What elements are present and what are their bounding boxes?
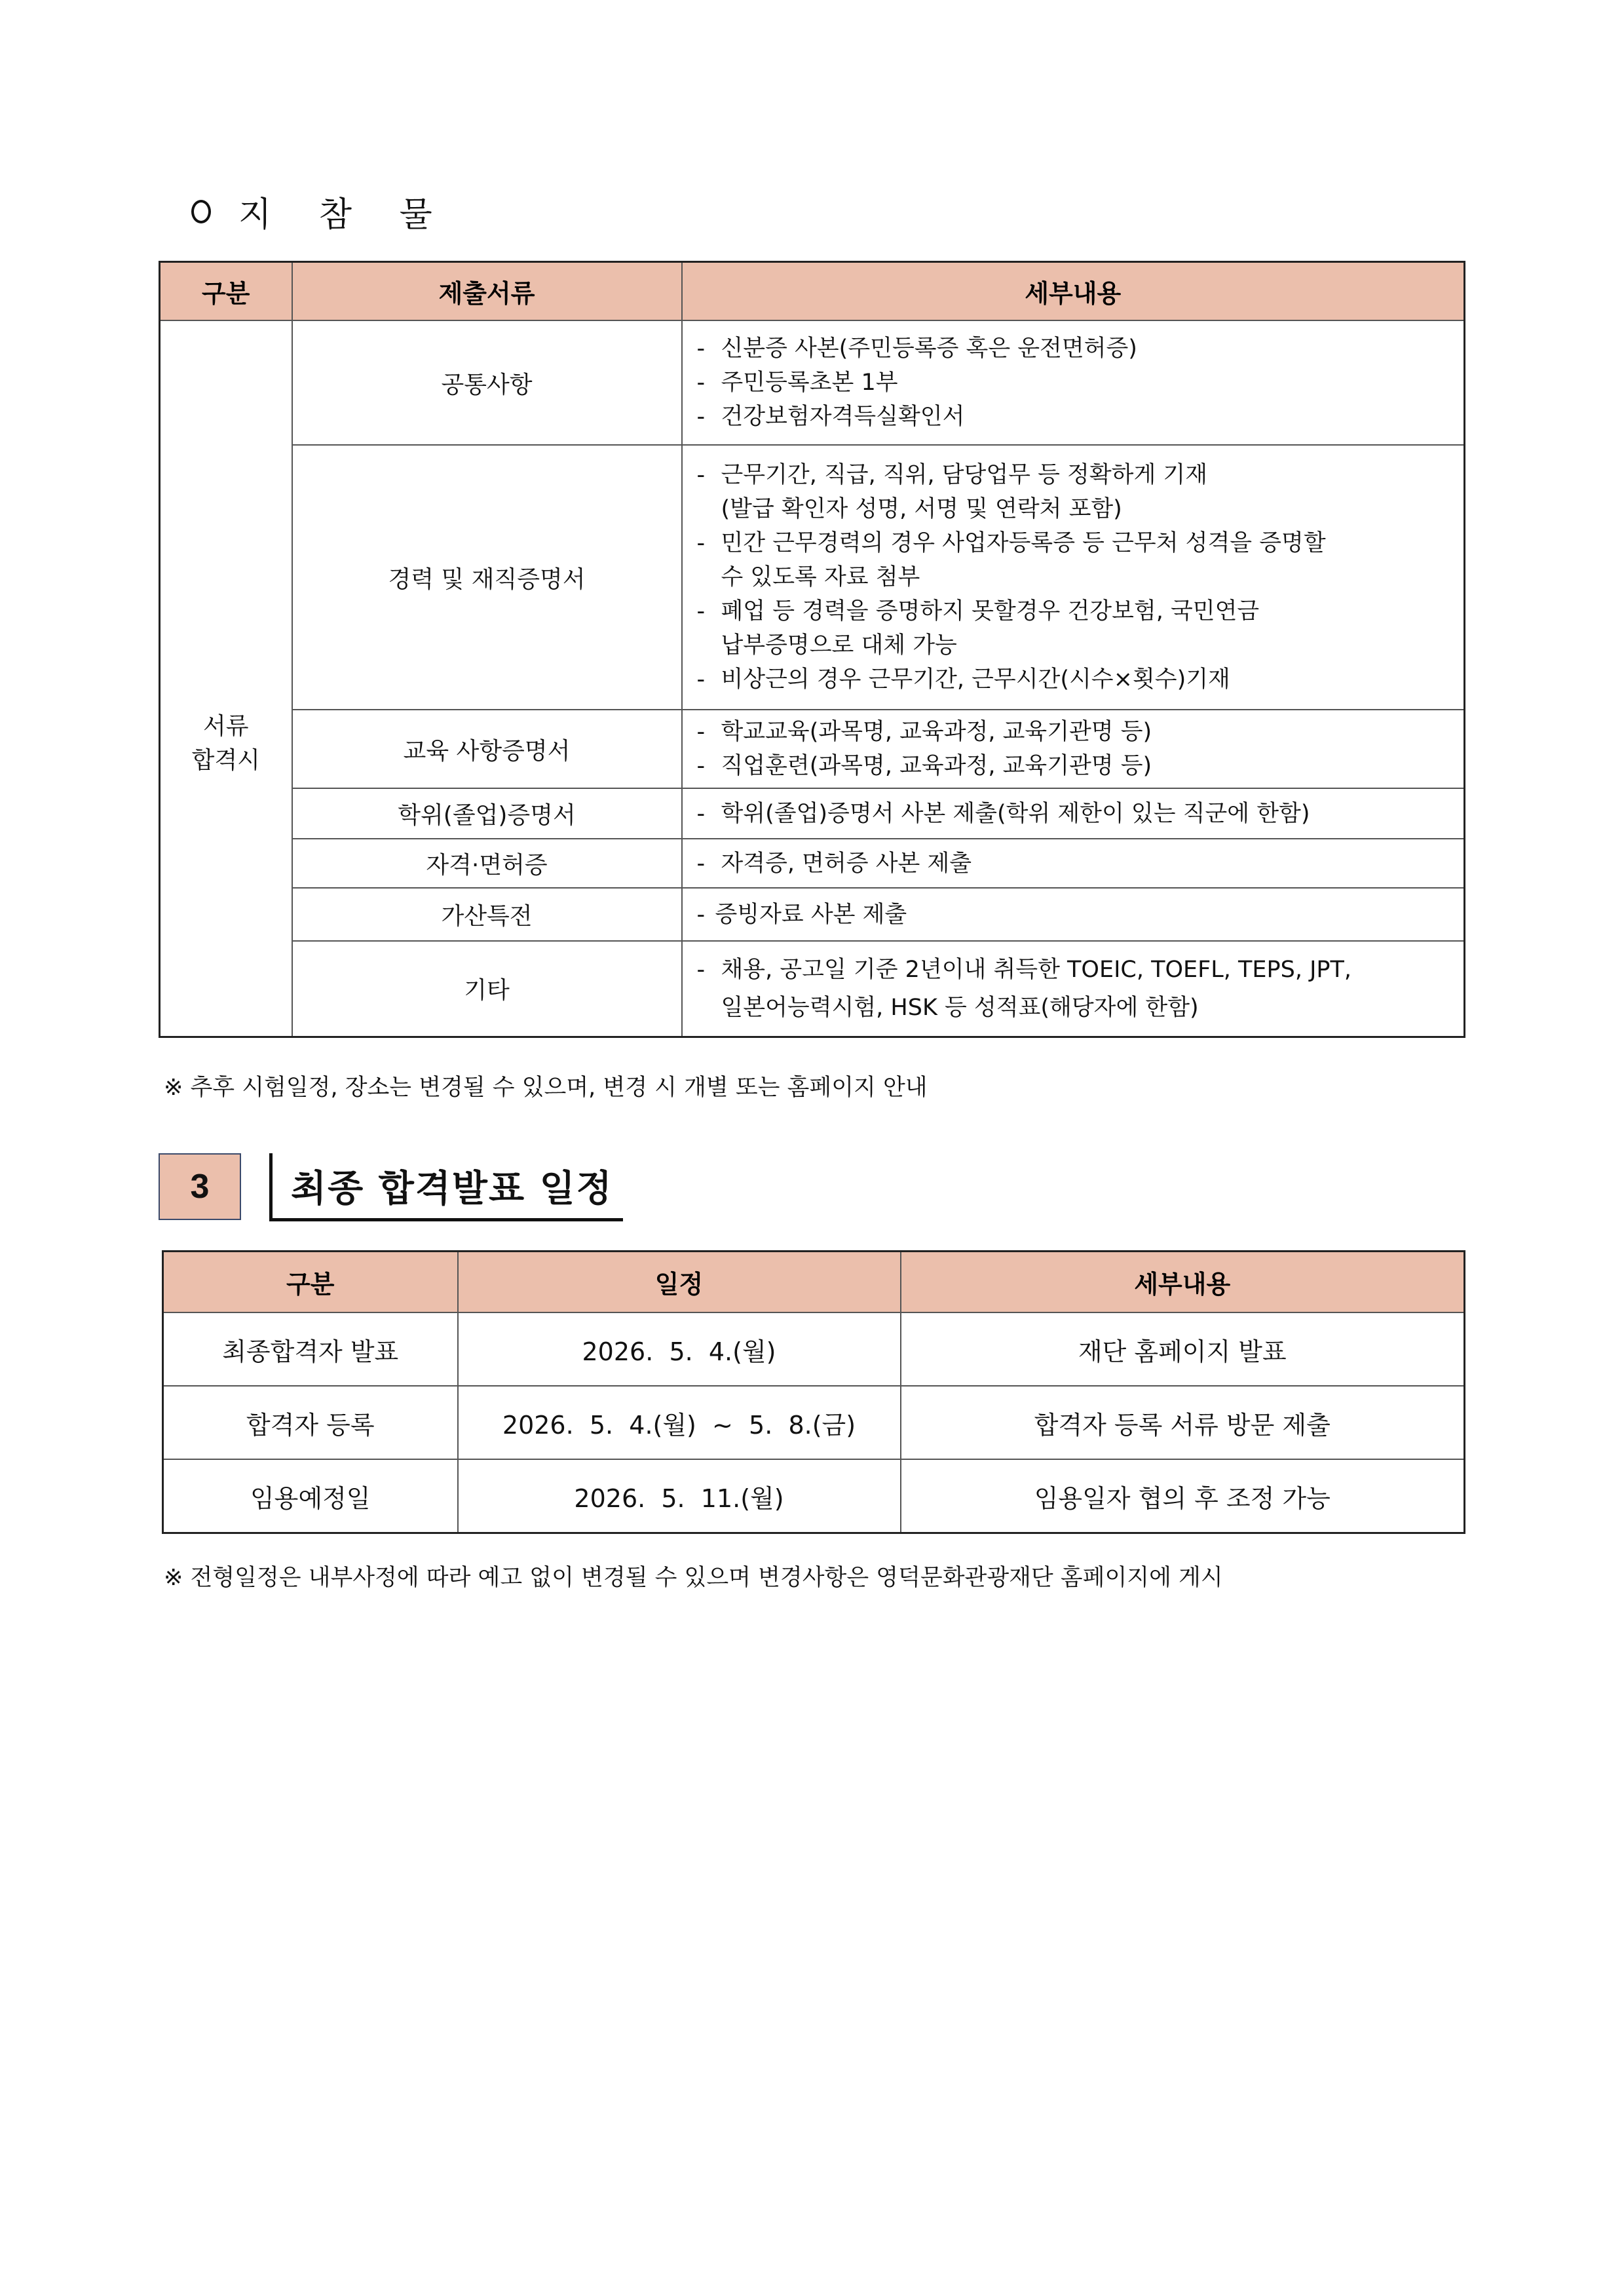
document-cell: 학위(졸업)증명서 bbox=[292, 788, 682, 839]
table-row bbox=[160, 710, 1465, 788]
section-title bbox=[191, 187, 451, 236]
date-cell: 2026. 5. 11.(월) bbox=[458, 1459, 901, 1533]
detail-line: - 근무기간, 직급, 직위, 담당업무 등 정확하게 기재 bbox=[696, 462, 1208, 488]
detail-line: - 학교교육(과목명, 교육과정, 교육기관명 등) bbox=[696, 719, 1152, 745]
header-details: 세부내용 bbox=[901, 1252, 1465, 1313]
document-cell: 교육 사항증명서 bbox=[292, 710, 682, 788]
table-row bbox=[160, 888, 1465, 941]
document-cell: 경력 및 재직증명서 bbox=[292, 445, 682, 710]
table-row bbox=[160, 445, 1465, 710]
detail-line: - 채용, 공고일 기준 2년이내 취득한 TOEIC, TOEFL, TEPS, JPT, bbox=[696, 956, 1352, 983]
detail-cell bbox=[682, 445, 1465, 710]
date-cell: 2026. 5. 4.(월) ~ 5. 8.(금) bbox=[458, 1386, 901, 1459]
table-row bbox=[160, 839, 1465, 888]
date-cell: 2026. 5. 4.(월) bbox=[458, 1312, 901, 1386]
schedule-note: ※ 전형일정은 내부사정에 따라 예고 없이 변경될 수 있으며 변경사항은 영덕문화관광재단 홈페이지에 게시 bbox=[164, 1565, 1223, 1591]
header-document: 제출서류 bbox=[292, 262, 682, 321]
detail-cell bbox=[682, 839, 1465, 888]
table-row bbox=[163, 1386, 1465, 1459]
table-row bbox=[160, 788, 1465, 839]
detail-line: - 신분증 사본(주민등록증 혹은 운전면허증) bbox=[696, 335, 1137, 362]
detail-line: - 주민등록초본 1부 bbox=[696, 370, 898, 396]
header-date: 일정 bbox=[458, 1252, 901, 1313]
document-cell: 자격·면허증 bbox=[292, 839, 682, 888]
category-cell: 합격자 등록 bbox=[163, 1386, 458, 1459]
header-category: 구분 bbox=[163, 1252, 458, 1313]
schedule-table-header-row bbox=[163, 1252, 1465, 1313]
detail-line: - 폐업 등 경력을 증명하지 못할경우 건강보험, 국민연금 bbox=[696, 598, 1260, 624]
detail-cell bbox=[682, 788, 1465, 839]
group-label-line: 합격시 bbox=[191, 747, 260, 775]
documents-table bbox=[159, 261, 1465, 1038]
document-cell: 공통사항 bbox=[292, 320, 682, 445]
detail-cell bbox=[682, 320, 1465, 445]
detail-cell: 합격자 등록 서류 방문 제출 bbox=[901, 1386, 1465, 1459]
document-cell: 기타 bbox=[292, 941, 682, 1037]
circle-bullet-icon bbox=[191, 200, 211, 223]
table-row bbox=[163, 1459, 1465, 1533]
category-cell: 임용예정일 bbox=[163, 1459, 458, 1533]
detail-line: - 직업훈련(과목명, 교육과정, 교육기관명 등) bbox=[696, 753, 1152, 779]
table-row bbox=[160, 320, 1465, 445]
detail-line: 수 있도록 자료 첨부 bbox=[721, 564, 920, 590]
section-title-text: 지 참 물 bbox=[238, 195, 451, 235]
detail-cell bbox=[682, 710, 1465, 788]
detail-line: 납부증명으로 대체 가능 bbox=[721, 632, 957, 659]
group-label-cell bbox=[160, 320, 292, 1037]
detail-cell bbox=[682, 941, 1465, 1037]
detail-line: 일본어능력시험, HSK 등 성적표(해당자에 한함) bbox=[721, 994, 1199, 1021]
detail-line: - 건강보험자격득실확인서 bbox=[696, 404, 965, 430]
section-number-badge: 3 bbox=[159, 1153, 241, 1220]
document-cell: 가산특전 bbox=[292, 888, 682, 941]
documents-table-header-row bbox=[160, 262, 1465, 321]
detail-cell: 재단 홈페이지 발표 bbox=[901, 1312, 1465, 1386]
group-label-line: 서류 bbox=[202, 713, 249, 740]
header-details: 세부내용 bbox=[682, 262, 1465, 321]
table-row bbox=[163, 1312, 1465, 1386]
detail-line: - 민간 근무경력의 경우 사업자등록증 등 근무처 성격을 증명할 bbox=[696, 530, 1326, 556]
section3-heading: 최종 합격발표 일정 bbox=[269, 1153, 623, 1221]
category-cell: 최종합격자 발표 bbox=[163, 1312, 458, 1386]
table-row bbox=[160, 941, 1465, 1037]
schedule-table bbox=[162, 1250, 1465, 1534]
detail-cell bbox=[682, 888, 1465, 941]
header-category: 구분 bbox=[160, 262, 292, 321]
detail-line: - 자격증, 면허증 사본 제출 bbox=[696, 850, 972, 877]
detail-line: - 비상근의 경우 근무기간, 근무시간(시수×횟수)기재 bbox=[696, 666, 1230, 693]
detail-cell: 임용일자 협의 후 조정 가능 bbox=[901, 1459, 1465, 1533]
detail-line: - 학위(졸업)증명서 사본 제출(학위 제한이 있는 직군에 한함) bbox=[696, 800, 1310, 827]
detail-line: - 증빙자료 사본 제출 bbox=[696, 901, 907, 928]
documents-note: ※ 추후 시험일정, 장소는 변경될 수 있으며, 변경 시 개별 또는 홈페이지 안내 bbox=[164, 1075, 928, 1101]
detail-line: (발급 확인자 성명, 서명 및 연락처 포함) bbox=[721, 496, 1122, 522]
